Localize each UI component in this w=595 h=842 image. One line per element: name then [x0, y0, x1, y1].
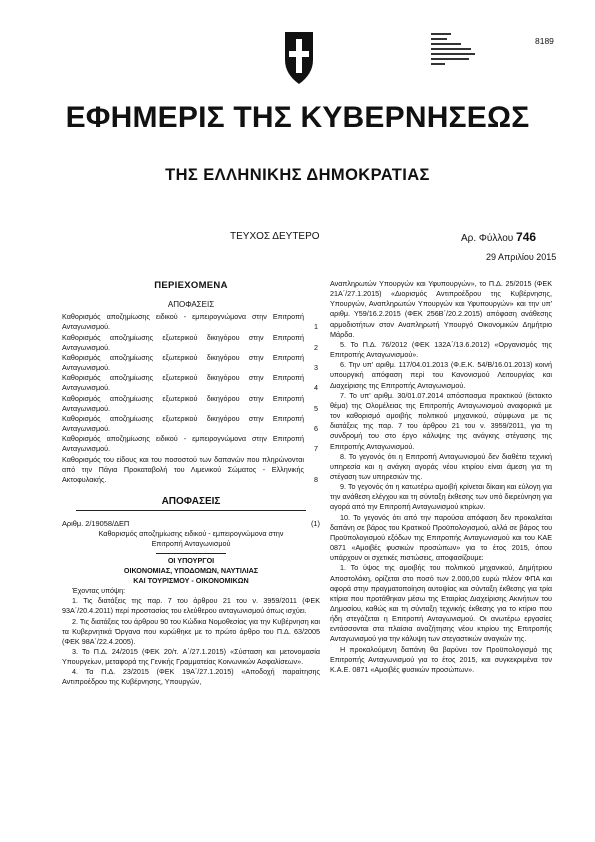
toc-item: [62, 434, 320, 454]
toc-item-text: Καθορισμός αποζημίωσης ειδικού - εμπειρογνώμονα στην Επιτροπή Ανταγωνισμού.: [62, 434, 304, 454]
toc-item: [62, 353, 320, 373]
decision-paragraph: 8. Το γεγονός ότι η Επιτροπή Ανταγωνισμού δεν διαθέτει τεχνική υπηρεσία και η ανάγκη αγοράς νέου κτιρίου είναι άμεση για τη στέγαση των υπηρεσιών της.: [330, 451, 552, 481]
ministers-line-3: ΚΑΙ ΤΟΥΡΙΣΜΟΥ - ΟΙΚΟΝΟΜΙΚΩΝ: [133, 575, 249, 585]
issue-series: ΤΕΥΧΟΣ ΔΕΥΤΕΡΟ: [230, 231, 320, 242]
toc-item-page: 1: [314, 322, 318, 332]
issue-date: 29 Απριλίου 2015: [486, 252, 557, 262]
decisions-heading: ΑΠΟΦΑΣΕΙΣ: [161, 495, 221, 507]
right-paragraphs: [330, 279, 552, 675]
decision-number-row: [62, 519, 320, 529]
toc-item-page: 4: [314, 383, 318, 393]
toc-item: [62, 394, 320, 414]
toc-item-page: 8: [314, 474, 318, 484]
page-number: 8189: [535, 36, 554, 46]
toc-item: [62, 333, 320, 353]
toc-item-text: Καθορισμός αποζημίωσης εξωτερικού δικηγόρου στην Επιτροπή Ανταγωνισμού.: [62, 393, 304, 413]
decision-paragraph: 4. Τα Π.Δ. 23/2015 (ΦΕΚ 19Α΄/27.1.2015) «Αποδοχή παραίτησης Αντιπροέδρου της Κυβέρνησης, Υπουργών,: [62, 667, 320, 687]
toc-item: [62, 414, 320, 434]
decision-paragraph: 9. Το γεγονός ότι η κατωτέρω αμοιβή κρίνεται δίκαιη και εύλογη για την ανάθεση ελέγχου και τη σύνταξη έκθεσης των υπό διερεύνηση για αγορά από την Επιτροπή Ανταγωνισμού κτιρίων.: [330, 482, 552, 512]
decision-paragraph: 2. Τις διατάξεις του άρθρου 90 του Κώδικα Νομοθεσίας για την Κυβέρνηση και τα Κυβερνητικά Όργανα που κυρώθηκε με το πρώτο άρθρο του Π.Δ. 63/2005 (ΦΕΚ 98Α΄/22.4.2005).: [62, 616, 320, 646]
toc-item-page: 2: [314, 342, 318, 352]
contents-subheading: ΑΠΟΦΑΣΕΙΣ: [167, 300, 215, 310]
toc-item-text: Καθορισμός αποζημίωσης εξωτερικού δικηγόρου στην Επιτροπή Ανταγωνισμού.: [62, 373, 304, 393]
toc-item-text: Καθορισμός αποζημίωσης εξωτερικού δικηγόρου στην Επιτροπή Ανταγωνισμού.: [62, 352, 304, 373]
toc-item: [62, 455, 320, 485]
gazette-title: ΕΦΗΜΕΡΙΣ ΤΗΣ ΚΥΒΕΡΝΗΣΕΩΣ: [65, 101, 530, 134]
decision-paragraph: 1. Το ύψος της αμοιβής του πολιτικού μηχανικού, Δημήτριου Αποστολάκη, ορίζεται στο ποσό των 2.000,00 ευρώ πλέον ΦΠΑ και αφορά στην πραγματοποίηση αυτοψίας και σύνταξη έκθεσης για τρία κτίρια που προτάθηκαν μέσω της Εταιρίας Διαχείρισης Ακινήτων του Δημοσίου, καθώς και τη σύνταξη τεχνικής έκθεσης για το κτίριο που ήδη στεγάζεται η Επιτροπή Ανταγωνισμού. Οι ανωτέρω εργασίες εντάσσονται στα πλαίσια αναζήτησης νέου κτιρίου της Επιτροπής Ανταγωνισμού για την κάλυψη των στεγαστικών αναγκών της.: [330, 563, 552, 644]
having-regard: Έχοντας υπόψη:: [72, 586, 126, 596]
decision-paragraph: 7. Το υπ' αριθμ. 30/01.07.2014 απόσπασμα πρακτικού (έκτακτο θέμα) της Ολομέλειας της Επιτροπής Ανταγωνισμού αναφορικά με τον καθορισμό αμοιβής πολιτικού μηχανικού, σύμφωνα με τις διατάξεις της παρ. 7 του άρθρου 21 του ν. 3959/2011, για τη συνδρομή του στο έργο κάλυψης της ανάγκης στέγασης της Επιτροπής Ανταγωνισμού.: [330, 390, 552, 451]
decision-paragraph: 1. Τις διατάξεις της παρ. 7 του άρθρου 21 του ν. 3959/2011 (ΦΕΚ 93Α΄/20.4.2011) περί προστασίας του ελεύθερου ανταγωνισμού όπως ισχύει.: [62, 596, 320, 616]
decision-subject: Καθορισμός αποζημίωσης ειδικού - εμπειρογνώμονα στην Επιτροπή Ανταγωνισμού: [98, 529, 284, 549]
gazette-subtitle: ΤΗΣ ΕΛΛΗΝΙΚΗΣ ΔΗΜΟΚΡΑΤΙΑΣ: [165, 166, 430, 184]
decision-paragraph: Η προκαλούμενη δαπάνη θα βαρύνει τον Προϋπολογισμό της Επιτροπής Ανταγωνισμού για το έτος 2015, και συγκεκριμένα τον Κ.Α.Ε. 0871 «Αμοιβές φυσικών προσώπων».: [330, 644, 552, 674]
signature-stamp: [425, 30, 480, 80]
hellenic-emblem-icon: [281, 30, 317, 86]
ministers-line-2: ΟΙΚΟΝΟΜΙΑΣ, ΥΠΟΔΟΜΩΝ, ΝΑΥΤΙΛΙΑΣ: [123, 565, 259, 575]
decision-paragraph: Αναπληρωτών Υπουργών και Υφυπουργών», το Π.Δ. 25/2015 (ΦΕΚ 21Α΄/27.1.2015) «Διορισμός Αντιπροέδρου της Κυβέρνησης, Υπουργών, Αναπληρωτών Υπουργών και Υφυπουργών» και την υπ' αριθμ. Υ59/16.2.2015 (ΦΕΚ 256Β΄/20.2.2015) απόφαση ανάθεσης αρμοδιοτήτων στον Αναπληρωτή Υπουργό Οικονομικών Δημήτριο Μάρδα.: [330, 279, 552, 339]
toc-item-page: 6: [314, 424, 318, 434]
right-column: [330, 279, 552, 675]
decision-paragraph: 5. Το Π.Δ. 76/2012 (ΦΕΚ 132Α΄/13.6.2012) «Οργανισμός της Επιτροπής Ανταγωνισμού».: [330, 339, 552, 360]
toc-item: [62, 373, 320, 393]
toc-item-text: Καθορισμός αποζημίωσης εξωτερικού δικηγόρου στην Επιτροπή Ανταγωνισμού.: [62, 332, 304, 352]
table-of-contents: [62, 312, 320, 485]
left-column: [62, 281, 320, 688]
contents-heading: ΠΕΡΙΕΧΟΜΕΝΑ: [154, 280, 228, 291]
sheet-label: Αρ. Φύλλου: [461, 233, 514, 244]
ministers-line-1: ΟΙ ΥΠΟΥΡΓΟΙ: [167, 555, 215, 565]
decision-paragraph: 10. Το γεγονός ότι από την παρούσα απόφαση δεν προκαλείται δαπάνη σε βάρος του Κρατικού Προϋπολογισμού, αλλά σε βάρος του Προϋπολογισμού εξόδων της Επιτροπής Ανταγωνισμού και του ΚΑΕ 0871 «Αμοιβές φυσικών προσώπων» για το έτος 2015, όπου υπάρχουν οι σχετικές πιστώσεις, αποφασίζουμε:: [330, 512, 552, 563]
toc-item-page: 5: [314, 403, 318, 413]
toc-item: [62, 312, 320, 332]
divider: [156, 553, 226, 554]
toc-item-text: Καθορισμός αποζημίωσης ειδικού - εμπειρογνώμονα στην Επιτροπή Ανταγωνισμού.: [62, 312, 304, 332]
sheet-number: 746: [516, 230, 537, 244]
decision-number: Αριθμ. 2/19058/ΔΕΠ: [62, 519, 130, 529]
decision-seq: (1): [310, 519, 320, 529]
decision-paragraph: 3. Το Π.Δ. 24/2015 (ΦΕΚ 20/τ. Α΄/27.1.2015) «Σύσταση και μετονομασία Υπουργείων, μεταφορά της Γενικής Γραμματείας Κοινωνικών Ασφαλίσεων».: [62, 647, 320, 667]
divider: [76, 510, 306, 511]
issue-sheet: [461, 230, 536, 244]
toc-item-page: 7: [314, 444, 318, 454]
left-paragraphs: [62, 596, 320, 687]
toc-item-page: 3: [314, 363, 318, 373]
decision-paragraph: 6. Την υπ' αριθμ. 117/04.01.2013 (Φ.Ε.Κ. 54/Β/16.01.2013) κοινή υπουργική απόφαση περί του Κανονισμού Λειτουργίας και Διαχείρισης της Επιτροπής Ανταγωνισμού.: [330, 360, 552, 390]
toc-item-text: Καθορισμός του είδους και του ποσοστού των δαπανών που πληρώνονται από την Πάγια Προκαταβολή του Λιμενικού Σώματος - Ελληνικής Ακτοφυλακής.: [62, 454, 304, 484]
toc-item-text: Καθορισμός αποζημίωσης εξωτερικού δικηγόρου στην Επιτροπή Ανταγωνισμού.: [62, 413, 304, 434]
